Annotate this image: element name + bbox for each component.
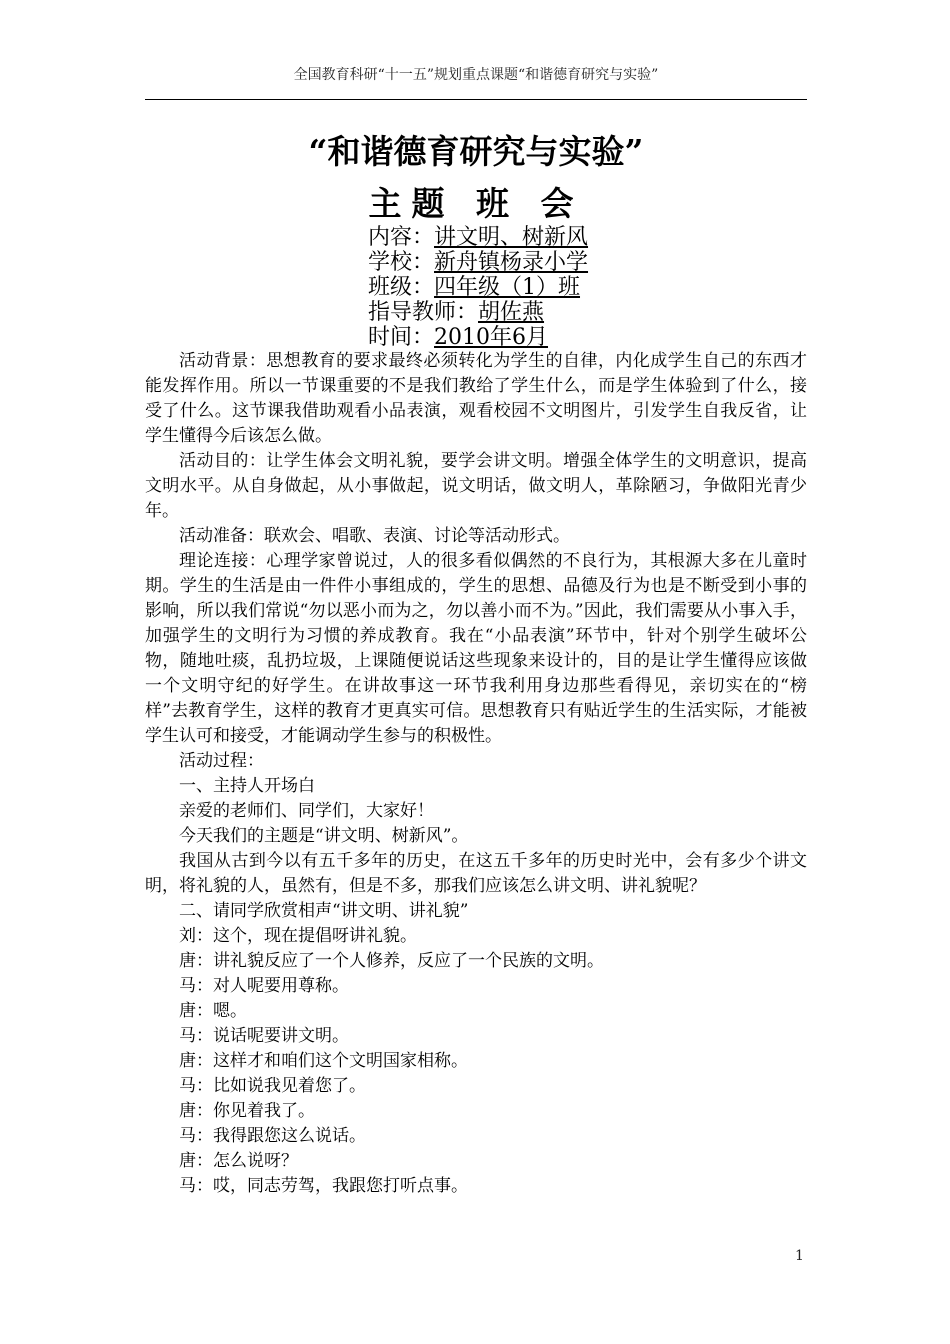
dialogue-line: 唐：怎么说呀？ — [179, 1151, 298, 1171]
dialogue-line: 唐：讲礼貌反应了一个人修养，反应了一个民族的文明。 — [179, 951, 604, 971]
dialogue-line: 唐：嗯。 — [179, 1001, 247, 1021]
info-value: 2010年6月 — [434, 325, 549, 350]
info-label: 内容： — [368, 225, 435, 250]
info-block — [368, 225, 808, 350]
dialogue-line: 马：比如说我见着您了。 — [179, 1076, 366, 1096]
paragraph: 亲爱的老师们、同学们，大家好！ — [179, 801, 434, 821]
dialogue-line: 马：我得跟您这么说话。 — [179, 1126, 366, 1146]
info-teacher — [368, 300, 808, 325]
dialogue-line: 马：说话呢要讲文明。 — [179, 1026, 349, 1046]
dialogue-line: 马：哎，同志劳驾，我跟您打听点事。 — [179, 1176, 468, 1196]
paragraph-purpose: 活动目的：让学生体会文明礼貌，要学会讲文明。增强全体学生的文明意识，提高文明水平。从自身做起，从小事做起，说文明话，做文明人，革除陋习，争做阳光青少年。 — [145, 451, 807, 521]
header-divider — [145, 99, 807, 100]
info-label: 时间： — [368, 325, 435, 350]
section-heading: 一、主持人开场白 — [179, 776, 315, 796]
info-value: 新舟镇杨录小学 — [434, 250, 589, 275]
paragraph-background: 活动背景：思想教育的要求最终必须转化为学生的自律，内化成学生自己的东西才能发挥作用。所以一节课重要的不是我们教给了学生什么，而是学生体验到了什么，接受了什么。这节课我借助观看小品表演，观看校园不文明图片，引发学生自我反省，让学生懂得今后该怎么做。 — [145, 351, 807, 446]
document-subtitle: 主题 班 会 — [368, 184, 584, 223]
paragraph: 今天我们的主题是“讲文明、树新风”。 — [179, 826, 469, 846]
info-value: 胡佐燕 — [478, 300, 545, 325]
page-header: 全国教育科研“十一五”规划重点课题“和谐德育研究与实验” — [293, 67, 659, 83]
info-value: 讲文明、树新风 — [434, 225, 589, 250]
info-school — [368, 250, 808, 275]
info-content — [368, 225, 808, 250]
info-label: 指导教师： — [368, 300, 479, 325]
section-heading: 二、请同学欣赏相声“讲文明、讲礼貌” — [179, 901, 469, 921]
document-title: “和谐德育研究与实验” — [308, 132, 644, 171]
info-date — [368, 325, 808, 350]
info-class — [368, 275, 808, 300]
dialogue-line: 马：对人呢要用尊称。 — [179, 976, 349, 996]
info-label: 班级： — [368, 275, 435, 300]
page-number: 1 — [795, 1248, 804, 1264]
dialogue-line: 唐：这样才和咱们这个文明国家相称。 — [179, 1051, 468, 1071]
dialogue-line: 唐：你见着我了。 — [179, 1101, 315, 1121]
paragraph: 我国从古到今以有五千多年的历史，在这五千多年的历史时光中，会有多少个讲文明，将礼貌的人，虽然有，但是不多，那我们应该怎么讲文明、讲礼貌呢？ — [145, 851, 807, 896]
document-body — [145, 349, 807, 1199]
paragraph-preparation: 活动准备：联欢会、唱歌、表演、讨论等活动形式。 — [179, 526, 570, 546]
paragraph-process-heading: 活动过程： — [179, 751, 264, 771]
paragraph-theory: 理论连接：心理学家曾说过，人的很多看似偶然的不良行为，其根源大多在儿童时期。学生的生活是由一件件小事组成的，学生的思想、品德及行为也是不断受到小事的影响，所以我们常说“勿以恶小而为之，勿以善小而不为。”因此，我们需要从小事入手，加强学生的文明行为习惯的养成教育。我在“小品表演”环节中，针对个别学生破坏公物，随地吐痰，乱扔垃圾，上课随便说话这些现象来设计的，目的是让学生懂得应该做一个文明守纪的好学生。在讲故事这一环节我利用身边那些看得见，亲切实在的“榜样”去教育学生，这样的教育才更真实可信。思想教育只有贴近学生的生活实际，才能被学生认可和接受，才能调动学生参与的积极性。 — [145, 551, 807, 746]
dialogue-line: 刘：这个，现在提倡呀讲礼貌。 — [179, 926, 417, 946]
info-value: 四年级（1）班 — [434, 275, 581, 300]
info-label: 学校： — [368, 250, 435, 275]
